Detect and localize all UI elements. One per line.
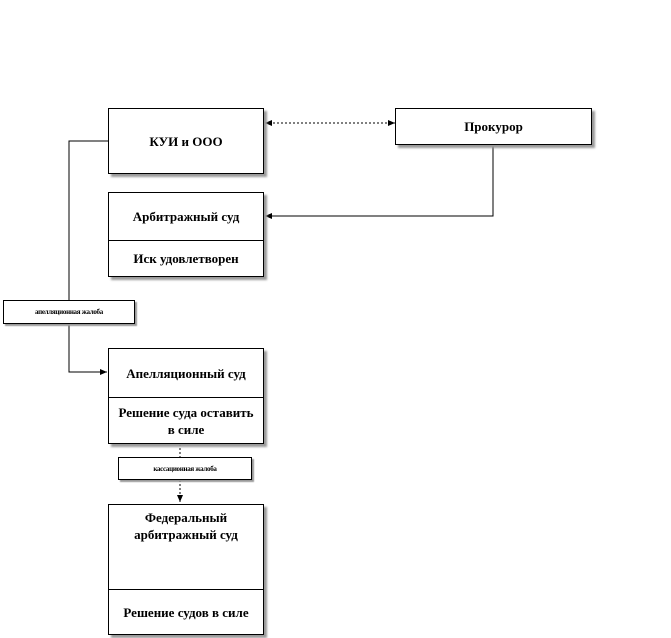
arbitration-court-box (108, 192, 264, 277)
appeal-complaint-label: апелляционная жалоба (3, 300, 135, 324)
kui-to-appeal-arrow (69, 141, 108, 372)
kui-box (108, 108, 264, 174)
prosecutor-box (395, 108, 592, 145)
arbitration-court-label: Арбитражный суд (132, 209, 240, 224)
prosecutor-label: Прокурор (464, 119, 523, 134)
appeal-decision-label: Решение суда оставить в силе (118, 404, 254, 437)
appeal-court-box (108, 348, 264, 444)
claim-satisfied-label: Иск удовлетворен (133, 251, 239, 266)
federal-court-label: Федеральный арбитражный суд (134, 510, 238, 542)
federal-court-box (108, 504, 264, 635)
prosecutor-to-court-arrow (265, 145, 493, 216)
appeal-court-label: Апелляционный суд (126, 365, 246, 381)
federal-decision-label: Решение судов в силе (123, 604, 249, 620)
cassation-complaint-label: кассационная жалоба (118, 457, 252, 480)
kui-label: КУИ и ООО (149, 133, 223, 149)
